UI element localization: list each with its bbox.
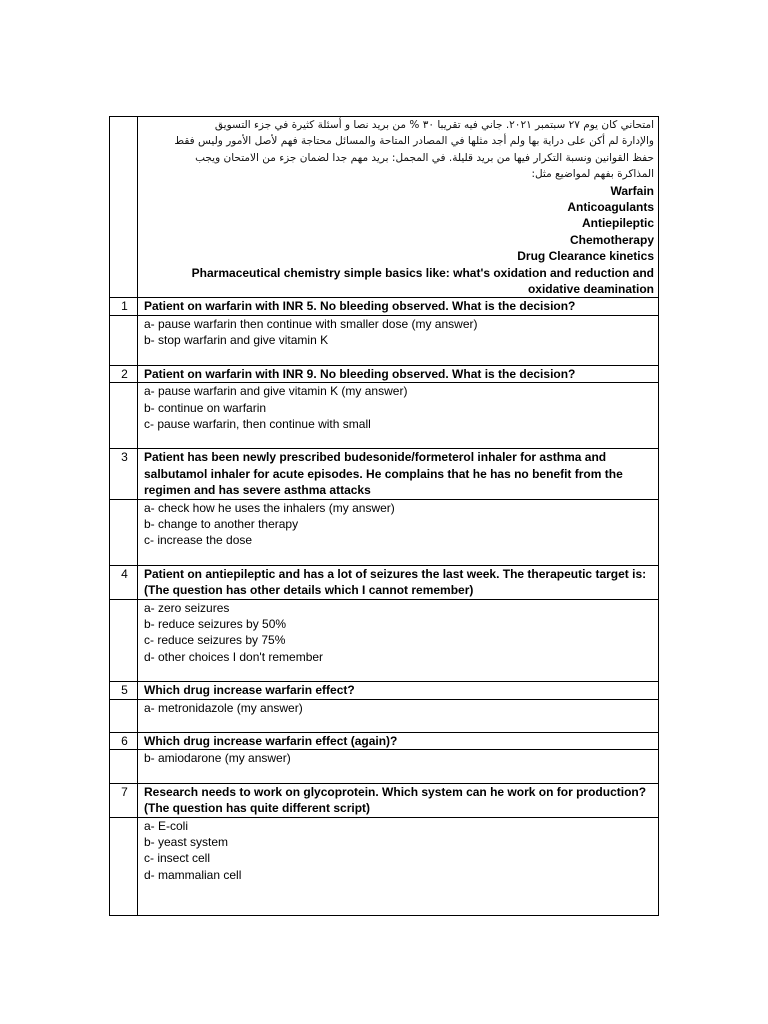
answer-options-cell xyxy=(138,383,659,449)
answer-option: a- pause warfarin then continue with smaller dose (my answer) xyxy=(144,316,478,331)
question-number: 2 xyxy=(110,365,138,382)
arabic-intro-line: حفظ القوانين ونسبة التكرار فيها من بريد قليلة. في المجمل: بريد مهم جدا لضمان جزء من الامتحان ويجب xyxy=(195,151,654,164)
blank-line xyxy=(144,899,654,915)
exam-notes-table xyxy=(109,116,659,916)
answer-options-cell xyxy=(138,315,659,365)
answer-options-row xyxy=(110,699,659,732)
answer-option: b- reduce seizures by 50% xyxy=(144,616,287,631)
topic-item: Chemotherapy xyxy=(569,232,654,247)
question-row xyxy=(110,565,659,599)
answer-options-cell xyxy=(138,499,659,565)
answer-options-row xyxy=(110,383,659,449)
question-text: Which drug increase warfarin effect? xyxy=(138,682,659,699)
question-number: 7 xyxy=(110,783,138,817)
blank-line xyxy=(144,767,654,783)
topic-item: Anticoagulants xyxy=(567,200,654,215)
blank-line xyxy=(144,549,654,565)
answer-option: a- E-coli xyxy=(144,818,189,833)
question-row xyxy=(110,298,659,315)
question-text: Patient on warfarin with INR 9. No bleeding observed. What is the decision? xyxy=(138,365,659,382)
topic-item: Antiepileptic xyxy=(581,216,654,231)
blank-line xyxy=(144,432,654,448)
arabic-intro-line: المذاكرة بفهم لمواضيع مثل: xyxy=(531,168,654,181)
question-row xyxy=(110,733,659,750)
topic-item: Warfain xyxy=(610,183,654,198)
intro-row xyxy=(110,117,659,298)
answer-option: b- continue on warfarin xyxy=(144,400,267,415)
answer-option: a- check how he uses the inhalers (my answer) xyxy=(144,500,395,515)
question-row xyxy=(110,783,659,817)
answer-options-row xyxy=(110,750,659,783)
question-number: 6 xyxy=(110,733,138,750)
question-text: Which drug increase warfarin effect (again)? xyxy=(138,733,659,750)
blank-line xyxy=(144,716,654,732)
answer-option: b- stop warfarin and give vitamin K xyxy=(144,333,329,348)
answer-option: a- pause warfarin and give vitamin K (my answer) xyxy=(144,384,408,399)
answer-number-cell xyxy=(110,383,138,449)
question-number: 3 xyxy=(110,449,138,499)
question-row xyxy=(110,682,659,699)
question-number: 5 xyxy=(110,682,138,699)
blank-line xyxy=(144,349,654,365)
question-text: Patient on warfarin with INR 5. No bleeding observed. What is the decision? xyxy=(138,298,659,315)
answer-options-cell xyxy=(138,599,659,682)
answer-option: b- amiodarone (my answer) xyxy=(144,751,291,766)
intro-number-cell xyxy=(110,117,138,298)
topic-item: Drug Clearance kinetics xyxy=(517,249,654,264)
topic-item: Pharmaceutical chemistry simple basics like: what's oxidation and reduction and oxidative deamination xyxy=(191,265,654,297)
question-text: Patient has been newly prescribed budesonide/formeterol inhaler for asthma and salbutamol inhaler for acute episodes. He complains that he has no benefit from the regimen and has severe asthma attacks xyxy=(138,449,659,499)
question-number: 4 xyxy=(110,565,138,599)
question-text: Research needs to work on glycoprotein. Which system can he work on for production? (The question has quite different script) xyxy=(138,783,659,817)
answer-option: b- change to another therapy xyxy=(144,516,299,531)
question-row xyxy=(110,365,659,382)
answer-number-cell xyxy=(110,750,138,783)
answer-options-cell xyxy=(138,817,659,916)
answer-option: d- other choices I don't remember xyxy=(144,649,324,664)
arabic-intro-line: امتحاني كان يوم ٢٧ سبتمبر ٢٠٢١. جاني فيه تقريبا ٣٠ % من بريد نصا و أسئلة كثيرة في جزء التسويق xyxy=(214,119,654,131)
answer-number-cell xyxy=(110,817,138,916)
answer-number-cell xyxy=(110,315,138,365)
answer-options-cell xyxy=(138,699,659,732)
answer-options-row xyxy=(110,315,659,365)
question-number: 1 xyxy=(110,298,138,315)
answer-option: c- insect cell xyxy=(144,851,211,866)
answer-option: a- zero seizures xyxy=(144,600,230,615)
answer-number-cell xyxy=(110,599,138,682)
answer-options-row xyxy=(110,599,659,682)
answer-options-row xyxy=(110,499,659,565)
answer-options-row xyxy=(110,817,659,916)
blank-line xyxy=(144,665,654,681)
answer-option: d- mammalian cell xyxy=(144,867,242,882)
intro-cell xyxy=(138,117,659,298)
answer-number-cell xyxy=(110,699,138,732)
answer-option: b- yeast system xyxy=(144,835,229,850)
answer-option: c- increase the dose xyxy=(144,533,253,548)
answer-options-cell xyxy=(138,750,659,783)
answer-option: a- metronidazole (my answer) xyxy=(144,700,303,715)
blank-line xyxy=(144,883,654,899)
question-row xyxy=(110,449,659,499)
question-text: Patient on antiepileptic and has a lot of seizures the last week. The therapeutic target is: (The question has other details which I cannot remember) xyxy=(138,565,659,599)
answer-option: c- reduce seizures by 75% xyxy=(144,633,286,648)
answer-number-cell xyxy=(110,499,138,565)
arabic-intro-line: والإدارة لم أكن على دراية بها ولم أجد مثلها في المصادر المتاحة والمسائل محتاجة فهم لأصل الأمور وليس فقط xyxy=(174,135,654,148)
answer-option: c- pause warfarin, then continue with small xyxy=(144,416,371,431)
